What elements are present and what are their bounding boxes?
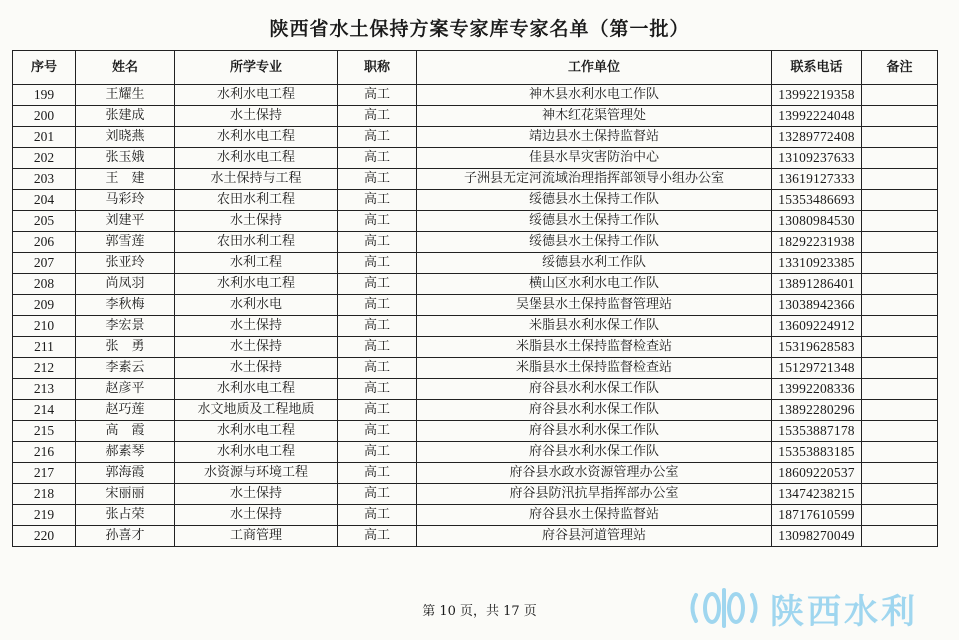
cell-major: 水利水电工程 <box>175 85 338 106</box>
cell-name: 高 霞 <box>76 421 175 442</box>
cell-name: 赵彦平 <box>76 379 175 400</box>
cell-index: 212 <box>13 358 76 379</box>
cell-remarks <box>862 526 938 547</box>
cell-phone: 15319628583 <box>772 337 862 358</box>
cell-index: 219 <box>13 505 76 526</box>
cell-workplace: 绥德县水土保持工作队 <box>417 211 772 232</box>
cell-name: 张玉娥 <box>76 148 175 169</box>
cell-index: 201 <box>13 127 76 148</box>
cell-name: 郭海霞 <box>76 463 175 484</box>
cell-remarks <box>862 148 938 169</box>
cell-index: 210 <box>13 316 76 337</box>
cell-phone: 13892280296 <box>772 400 862 421</box>
table-row <box>13 379 938 400</box>
cell-title: 高工 <box>338 190 417 211</box>
cell-name: 刘建平 <box>76 211 175 232</box>
table-row <box>13 295 938 316</box>
cell-major: 水土保持 <box>175 505 338 526</box>
cell-index: 216 <box>13 442 76 463</box>
cell-workplace: 神木县水利水电工作队 <box>417 85 772 106</box>
cell-index: 200 <box>13 106 76 127</box>
cell-remarks <box>862 127 938 148</box>
cell-title: 高工 <box>338 442 417 463</box>
cell-name: 王 建 <box>76 169 175 190</box>
table-row <box>13 85 938 106</box>
table-row <box>13 484 938 505</box>
header-index: 序号 <box>13 51 76 85</box>
cell-phone: 13038942366 <box>772 295 862 316</box>
cell-workplace: 府谷县河道管理站 <box>417 526 772 547</box>
table-row <box>13 211 938 232</box>
header-row <box>13 51 938 85</box>
table-row <box>13 106 938 127</box>
cell-title: 高工 <box>338 337 417 358</box>
cell-remarks <box>862 169 938 190</box>
cell-remarks <box>862 484 938 505</box>
cell-name: 宋丽丽 <box>76 484 175 505</box>
cell-name: 赵巧莲 <box>76 400 175 421</box>
cell-title: 高工 <box>338 295 417 316</box>
cell-major: 工商管理 <box>175 526 338 547</box>
cell-remarks <box>862 505 938 526</box>
cell-major: 农田水利工程 <box>175 232 338 253</box>
cell-name: 李秋梅 <box>76 295 175 316</box>
cell-index: 211 <box>13 337 76 358</box>
cell-workplace: 府谷县水政水资源管理办公室 <box>417 463 772 484</box>
cell-name: 张亚玲 <box>76 253 175 274</box>
cell-remarks <box>862 442 938 463</box>
cell-workplace: 佳县水旱灾害防治中心 <box>417 148 772 169</box>
water-drop-logo-icon <box>686 585 762 631</box>
cell-workplace: 府谷县水利水保工作队 <box>417 442 772 463</box>
cell-name: 马彩玲 <box>76 190 175 211</box>
watermark-text: 陕西水利 <box>770 591 918 632</box>
cell-index: 206 <box>13 232 76 253</box>
cell-major: 水土保持 <box>175 316 338 337</box>
cell-workplace: 府谷县水利水保工作队 <box>417 400 772 421</box>
cell-workplace: 府谷县防汛抗旱指挥部办公室 <box>417 484 772 505</box>
cell-title: 高工 <box>338 85 417 106</box>
cell-major: 农田水利工程 <box>175 190 338 211</box>
cell-index: 213 <box>13 379 76 400</box>
cell-name: 李素云 <box>76 358 175 379</box>
cell-phone: 18292231938 <box>772 232 862 253</box>
cell-remarks <box>862 190 938 211</box>
table-row <box>13 421 938 442</box>
cell-workplace: 子洲县无定河流域治理指挥部领导小组办公室 <box>417 169 772 190</box>
cell-title: 高工 <box>338 148 417 169</box>
cell-major: 水利水电工程 <box>175 274 338 295</box>
cell-major: 水资源与环境工程 <box>175 463 338 484</box>
cell-major: 水利水电工程 <box>175 421 338 442</box>
table-row <box>13 442 938 463</box>
cell-index: 215 <box>13 421 76 442</box>
page-footer: 第 10 页，共 17 页 <box>422 604 537 619</box>
cell-index: 217 <box>13 463 76 484</box>
table-row <box>13 148 938 169</box>
cell-index: 205 <box>13 211 76 232</box>
table-row <box>13 232 938 253</box>
table-row <box>13 253 938 274</box>
cell-workplace: 靖边县水土保持监督站 <box>417 127 772 148</box>
cell-title: 高工 <box>338 379 417 400</box>
cell-title: 高工 <box>338 400 417 421</box>
cell-phone: 13992219358 <box>772 85 862 106</box>
table-row <box>13 316 938 337</box>
cell-index: 220 <box>13 526 76 547</box>
cell-major: 水利水电工程 <box>175 127 338 148</box>
cell-title: 高工 <box>338 358 417 379</box>
cell-index: 199 <box>13 85 76 106</box>
cell-major: 水土保持与工程 <box>175 169 338 190</box>
cell-workplace: 绥德县水土保持工作队 <box>417 190 772 211</box>
cell-remarks <box>862 232 938 253</box>
cell-phone: 13109237633 <box>772 148 862 169</box>
cell-remarks <box>862 358 938 379</box>
table-row <box>13 337 938 358</box>
cell-workplace: 府谷县水利水保工作队 <box>417 379 772 400</box>
cell-major: 水利水电工程 <box>175 148 338 169</box>
cell-index: 214 <box>13 400 76 421</box>
cell-workplace: 绥德县水利工作队 <box>417 253 772 274</box>
cell-phone: 13289772408 <box>772 127 862 148</box>
cell-index: 202 <box>13 148 76 169</box>
cell-remarks <box>862 316 938 337</box>
cell-name: 尚凤羽 <box>76 274 175 295</box>
cell-phone: 13992224048 <box>772 106 862 127</box>
cell-major: 水土保持 <box>175 337 338 358</box>
cell-workplace: 吴堡县水土保持监督管理站 <box>417 295 772 316</box>
cell-workplace: 府谷县水土保持监督站 <box>417 505 772 526</box>
cell-workplace: 绥德县水土保持工作队 <box>417 232 772 253</box>
cell-phone: 13474238215 <box>772 484 862 505</box>
cell-name: 郝素琴 <box>76 442 175 463</box>
cell-workplace: 米脂县水土保持监督检查站 <box>417 358 772 379</box>
cell-workplace: 横山区水利水电工作队 <box>417 274 772 295</box>
cell-remarks <box>862 337 938 358</box>
header-name: 姓名 <box>76 51 175 85</box>
expert-table <box>12 50 938 547</box>
cell-phone: 13619127333 <box>772 169 862 190</box>
cell-index: 203 <box>13 169 76 190</box>
cell-phone: 13080984530 <box>772 211 862 232</box>
cell-name: 张建成 <box>76 106 175 127</box>
cell-title: 高工 <box>338 127 417 148</box>
cell-index: 207 <box>13 253 76 274</box>
cell-title: 高工 <box>338 253 417 274</box>
cell-remarks <box>862 295 938 316</box>
cell-title: 高工 <box>338 211 417 232</box>
table-row <box>13 274 938 295</box>
cell-remarks <box>862 400 938 421</box>
table-row <box>13 505 938 526</box>
table-row <box>13 400 938 421</box>
cell-index: 208 <box>13 274 76 295</box>
cell-phone: 15129721348 <box>772 358 862 379</box>
cell-major: 水利水电 <box>175 295 338 316</box>
cell-remarks <box>862 274 938 295</box>
cell-name: 张 勇 <box>76 337 175 358</box>
cell-name: 张占荣 <box>76 505 175 526</box>
cell-title: 高工 <box>338 463 417 484</box>
table-row <box>13 127 938 148</box>
cell-name: 王耀生 <box>76 85 175 106</box>
table-row <box>13 526 938 547</box>
document-title: 陕西省水土保持方案专家库专家名单（第一批） <box>269 18 690 40</box>
cell-workplace: 米脂县水土保持监督检查站 <box>417 337 772 358</box>
cell-phone: 13609224912 <box>772 316 862 337</box>
cell-title: 高工 <box>338 274 417 295</box>
cell-remarks <box>862 463 938 484</box>
header-remarks: 备注 <box>862 51 938 85</box>
cell-phone: 13891286401 <box>772 274 862 295</box>
cell-remarks <box>862 421 938 442</box>
cell-workplace: 米脂县水利水保工作队 <box>417 316 772 337</box>
cell-index: 209 <box>13 295 76 316</box>
cell-index: 218 <box>13 484 76 505</box>
cell-title: 高工 <box>338 169 417 190</box>
cell-name: 孙喜才 <box>76 526 175 547</box>
cell-phone: 13310923385 <box>772 253 862 274</box>
watermark <box>686 583 954 633</box>
cell-index: 204 <box>13 190 76 211</box>
table-row <box>13 169 938 190</box>
cell-phone: 15353486693 <box>772 190 862 211</box>
cell-remarks <box>862 253 938 274</box>
cell-title: 高工 <box>338 484 417 505</box>
cell-phone: 13098270049 <box>772 526 862 547</box>
cell-phone: 15353887178 <box>772 421 862 442</box>
header-workplace: 工作单位 <box>417 51 772 85</box>
cell-phone: 18717610599 <box>772 505 862 526</box>
cell-major: 水土保持 <box>175 106 338 127</box>
header-major: 所学专业 <box>175 51 338 85</box>
cell-title: 高工 <box>338 505 417 526</box>
cell-title: 高工 <box>338 316 417 337</box>
header-phone: 联系电话 <box>772 51 862 85</box>
cell-phone: 15353883185 <box>772 442 862 463</box>
cell-title: 高工 <box>338 232 417 253</box>
cell-major: 水文地质及工程地质 <box>175 400 338 421</box>
cell-phone: 13992208336 <box>772 379 862 400</box>
table-row <box>13 358 938 379</box>
cell-name: 刘晓燕 <box>76 127 175 148</box>
cell-name: 李宏景 <box>76 316 175 337</box>
cell-title: 高工 <box>338 106 417 127</box>
header-title: 职称 <box>338 51 417 85</box>
cell-major: 水利工程 <box>175 253 338 274</box>
cell-remarks <box>862 106 938 127</box>
cell-major: 水利水电工程 <box>175 442 338 463</box>
cell-major: 水土保持 <box>175 211 338 232</box>
cell-name: 郭雪莲 <box>76 232 175 253</box>
cell-phone: 18609220537 <box>772 463 862 484</box>
cell-major: 水土保持 <box>175 358 338 379</box>
cell-major: 水土保持 <box>175 484 338 505</box>
cell-title: 高工 <box>338 526 417 547</box>
cell-workplace: 府谷县水利水保工作队 <box>417 421 772 442</box>
table-row <box>13 463 938 484</box>
cell-major: 水利水电工程 <box>175 379 338 400</box>
cell-remarks <box>862 85 938 106</box>
cell-remarks <box>862 211 938 232</box>
cell-workplace: 神木红花渠管理处 <box>417 106 772 127</box>
table-row <box>13 190 938 211</box>
cell-remarks <box>862 379 938 400</box>
cell-title: 高工 <box>338 421 417 442</box>
